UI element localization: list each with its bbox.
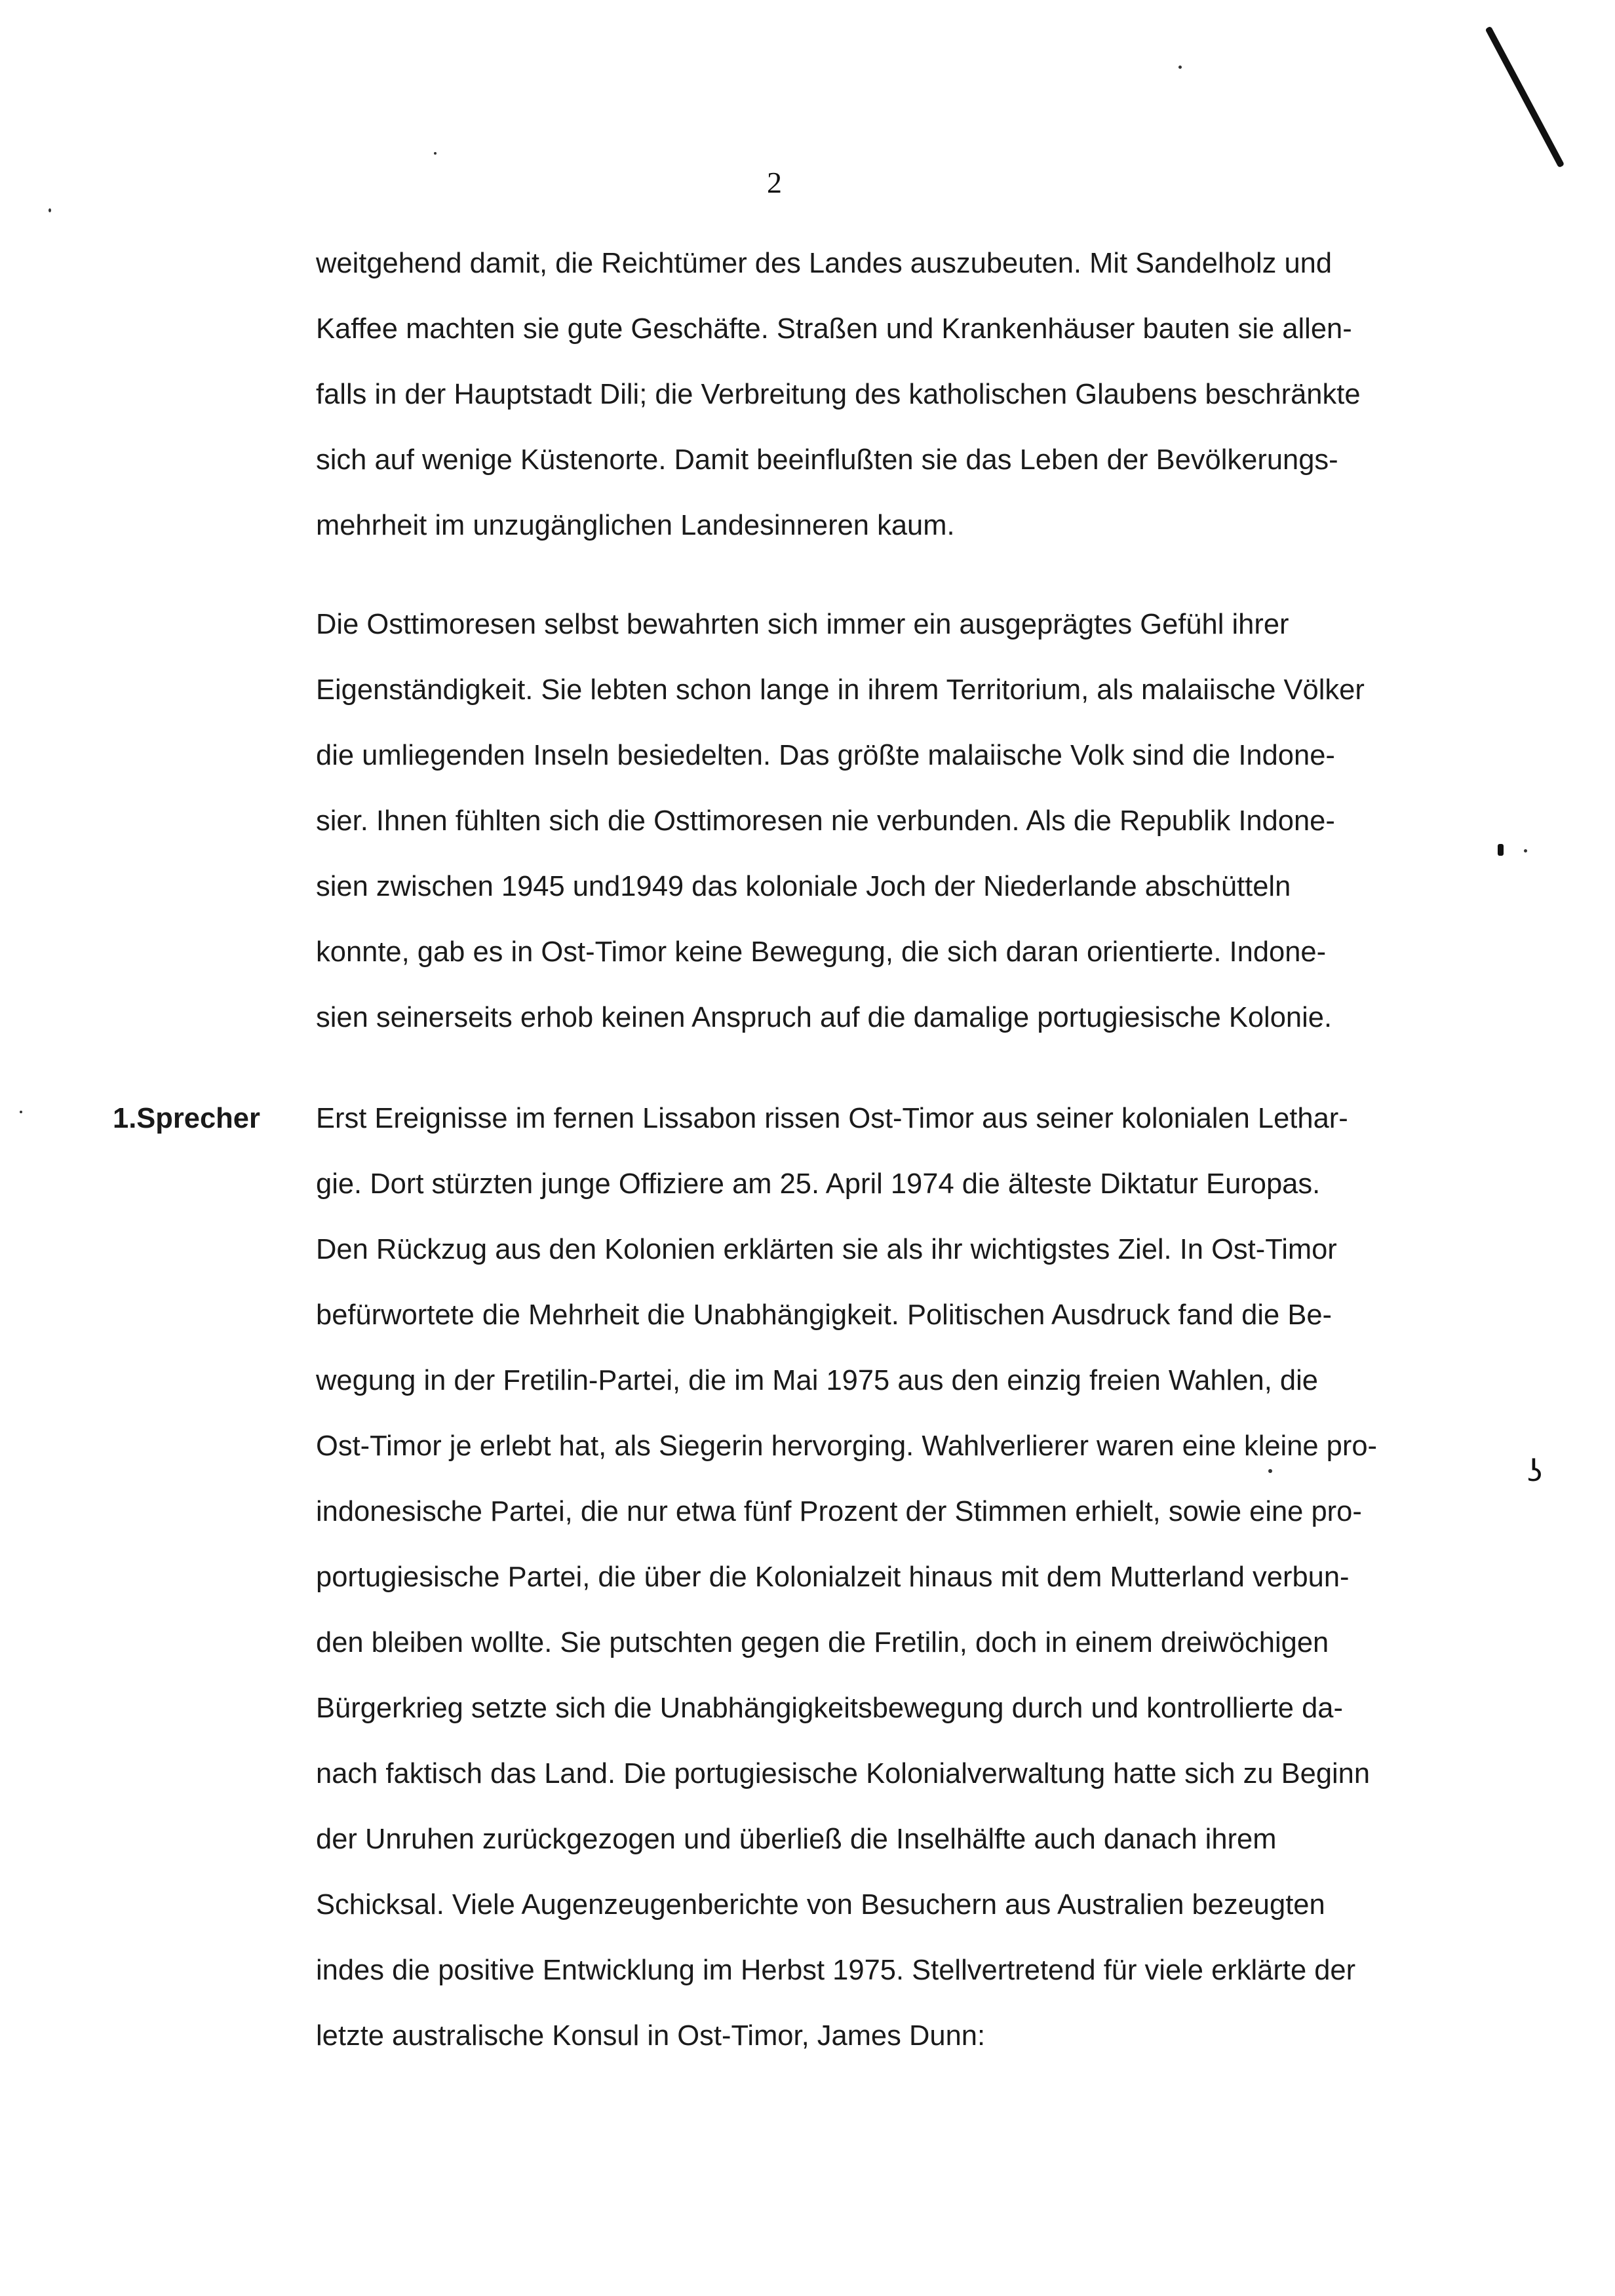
text-line: Eigenständigkeit. Sie lebten schon lange in ihrem Territorium, als malaiische Völker [316, 674, 1365, 706]
scan-speck [1178, 66, 1182, 69]
text-line: den bleiben wollte. Sie putschten gegen die Fretilin, doch in einem dreiwöchigen [316, 1627, 1329, 1658]
scan-artifact-hook: ʖ [1527, 1453, 1543, 1489]
text-line: Die Osttimoresen selbst bewahrten sich immer ein ausgeprägtes Gefühl ihrer [316, 609, 1289, 640]
scan-speck [1524, 849, 1527, 852]
text-line: falls in der Hauptstadt Dili; die Verbreitung des katholischen Glaubens beschränkte [316, 379, 1361, 410]
text-line: Kaffee machten sie gute Geschäfte. Straßen und Krankenhäuser bauten sie allen- [316, 313, 1352, 345]
text-line: Ost-Timor je erlebt hat, als Siegerin hervorging. Wahlverlierer waren eine kleine pro- [316, 1430, 1378, 1462]
text-line: konnte, gab es in Ost-Timor keine Bewegung, die sich daran orientierte. Indone- [316, 936, 1327, 968]
scan-speck [20, 1111, 22, 1113]
scan-artifact-dot [1498, 844, 1504, 856]
text-line: der Unruhen zurückgezogen und überließ die Inselhälfte auch danach ihrem [316, 1824, 1277, 1855]
scan-artifact-slash [1485, 26, 1565, 168]
paragraph-2 [316, 592, 1365, 1050]
text-line: letzte australische Konsul in Ost-Timor, James Dunn: [316, 2020, 986, 2052]
page-number: 2 [767, 166, 782, 199]
text-line: indes die positive Entwicklung im Herbst 1975. Stellvertretend für viele erklärte der [316, 1955, 1356, 1986]
scan-speck [49, 208, 51, 212]
text-line: gie. Dort stürzten junge Offiziere am 25. April 1974 die älteste Diktatur Europas. [316, 1168, 1321, 1200]
text-line: sich auf wenige Küstenorte. Damit beeinflußten sie das Leben der Bevölkerungs- [316, 444, 1338, 476]
text-line: sien zwischen 1945 und1949 das koloniale Joch der Niederlande abschütteln [316, 871, 1291, 902]
text-line: sier. Ihnen fühlten sich die Osttimoresen nie verbunden. Als die Republik Indone- [316, 805, 1335, 837]
text-line: Den Rückzug aus den Kolonien erklärten sie als ihr wichtigstes Ziel. In Ost-Timor [316, 1234, 1337, 1265]
text-line: sien seinerseits erhob keinen Anspruch auf die damalige portugiesische Kolonie. [316, 1002, 1333, 1033]
text-line: portugiesische Partei, die über die Kolonialzeit hinaus mit dem Mutterland verbun- [316, 1561, 1350, 1593]
paragraph-3 [316, 1086, 1377, 2069]
text-line: indonesische Partei, die nur etwa fünf Prozent der Stimmen erhielt, sowie eine pro- [316, 1496, 1362, 1527]
text-line: Bürgerkrieg setzte sich die Unabhängigkeitsbewegung durch und kontrollierte da- [316, 1693, 1343, 1724]
text-line: nach faktisch das Land. Die portugiesische Kolonialverwaltung hatte sich zu Beginn [316, 1758, 1371, 1789]
speaker-label: 1.Sprecher [113, 1103, 260, 1134]
text-line: wegung in der Fretilin-Partei, die im Mai 1975 aus den einzig freien Wahlen, die [316, 1365, 1318, 1396]
text-line: befürwortete die Mehrheit die Unabhängigkeit. Politischen Ausdruck fand die Be- [316, 1299, 1333, 1331]
text-line: Schicksal. Viele Augenzeugenberichte von Besuchern aus Australien bezeugten [316, 1889, 1325, 1921]
paragraph-1 [316, 231, 1361, 558]
text-line: Erst Ereignisse im fernen Lissabon rissen Ost-Timor aus seiner kolonialen Lethar- [316, 1103, 1348, 1134]
text-line: mehrheit im unzugänglichen Landesinneren kaum. [316, 510, 955, 541]
scan-speck [434, 152, 437, 155]
text-line: weitgehend damit, die Reichtümer des Landes auszubeuten. Mit Sandelholz und [316, 248, 1333, 279]
text-line: die umliegenden Inseln besiedelten. Das größte malaiische Volk sind die Indone- [316, 740, 1335, 771]
